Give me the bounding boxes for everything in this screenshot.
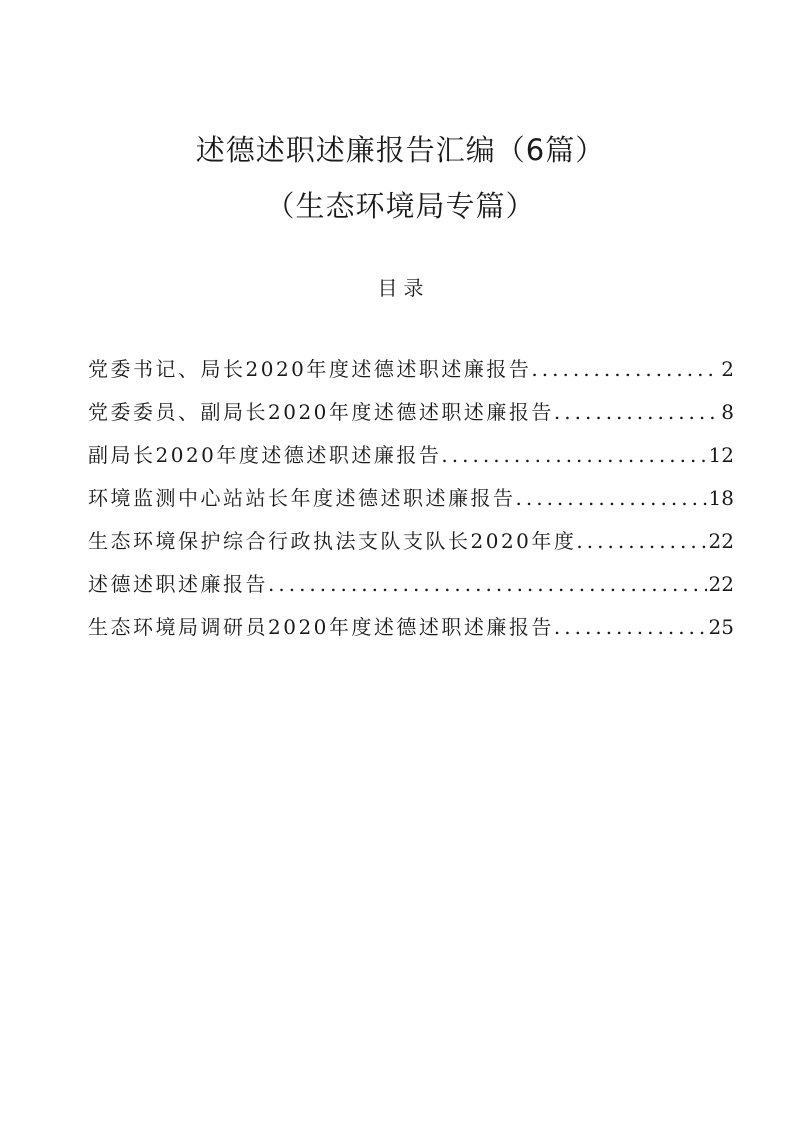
toc-leader-dots [441,443,706,467]
document-subtitle: （生态环境局专篇） [265,189,536,223]
toc-entry-title: 环境监测中心站站长年度述德述职述廉报告 [88,486,516,510]
toc-leader-dots [268,572,707,596]
toc-entry[interactable] [88,353,734,396]
toc-entry-page: 2 [721,357,734,381]
toc-entry-page: 25 [708,615,734,639]
toc-leader-dots [576,529,706,553]
toc-leader-dots [554,400,719,424]
toc-leader-dots [554,615,707,639]
toc-entry-page: 8 [721,400,734,424]
toc-entry[interactable] [88,439,734,482]
toc-entry-page: 22 [708,529,734,553]
table-of-contents [88,353,734,654]
toc-entry-page: 12 [708,443,734,467]
toc-leader-dots [531,357,719,381]
toc-entry-title: 生态环境保护综合行政执法支队支队长2020年度 [88,529,577,553]
document-title: 述德述职述廉报告汇编（6篇） [195,133,606,167]
toc-entry[interactable] [88,611,734,654]
toc-entry[interactable] [88,482,734,525]
toc-entry[interactable] [88,568,734,611]
toc-entry[interactable] [88,396,734,439]
toc-entry-title: 生态环境局调研员2020年度述德述职述廉报告 [88,615,554,639]
toc-entry-page: 22 [708,572,734,596]
toc-entry-page: 18 [708,486,734,510]
toc-entry-title: 副局长2020年度述德述职述廉报告 [88,443,442,467]
toc-heading: 目录 [377,276,430,300]
toc-leader-dots [516,486,707,510]
toc-entry-title: 述德述职述廉报告 [88,572,268,596]
toc-entry[interactable] [88,525,734,568]
toc-entry-title: 党委书记、局长2020年度述德述职述廉报告 [88,357,532,381]
toc-entry-title: 党委委员、副局长2020年度述德述职述廉报告 [88,400,554,424]
